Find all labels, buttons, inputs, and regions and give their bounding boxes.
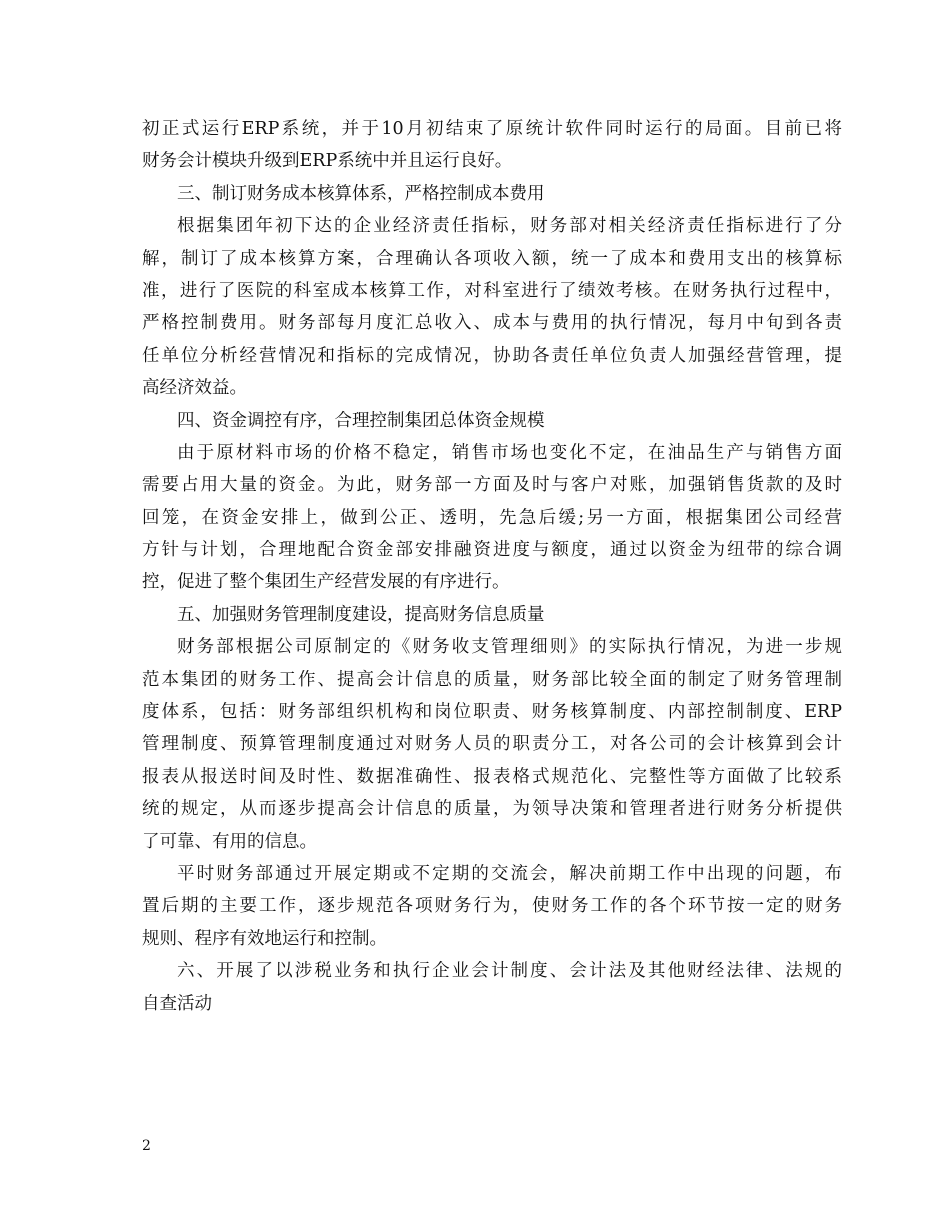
text-line: 自查活动 bbox=[142, 993, 212, 1014]
text-line: 管理制度、预算管理制度通过对财务人员的职责分工，对各公司的会计核算到会计 bbox=[142, 734, 842, 755]
text-line: 根据集团年初下达的企业经济责任指标，财务部对相关经济责任指标进行了分 bbox=[177, 216, 842, 237]
text-line: 六、开展了以涉税业务和执行企业会计制度、会计法及其他财经法律、法规的 bbox=[177, 961, 842, 982]
text-line: 高经济效益。 bbox=[142, 378, 247, 399]
text-line: 度体系，包括：财务部组织机构和岗位职责、财务核算制度、内部控制制度、ERP bbox=[142, 702, 842, 723]
text-line: 财务会计模块升级到ERP系统中并且运行良好。 bbox=[142, 151, 513, 172]
text-line: 由于原材料市场的价格不稳定，销售市场也变化不定，在油品生产与销售方面 bbox=[177, 442, 842, 463]
text-line: 方针与计划，合理地配合资金部安排融资进度与额度，通过以资金为纽带的综合调 bbox=[142, 540, 842, 561]
text-line: 统的规定，从而逐步提高会计信息的质量，为领导决策和管理者进行财务分析提供 bbox=[142, 799, 842, 820]
text-line: 解，制订了成本核算方案，合理确认各项收入额，统一了成本和费用支出的核算标 bbox=[142, 248, 842, 269]
text-line: 任单位分析经营情况和指标的完成情况，协助各责任单位负责人加强经营管理，提 bbox=[142, 345, 842, 366]
text-line: 准，进行了医院的科室成本核算工作，对科室进行了绩效考核。在财务执行过程中， bbox=[142, 280, 842, 301]
text-line: 需要占用大量的资金。为此，财务部一方面及时与客户对账，加强销售货款的及时 bbox=[142, 475, 842, 496]
text-line: 范本集团的财务工作、提高会计信息的质量，财务部比较全面的制定了财务管理制 bbox=[142, 669, 842, 690]
text-line: 四、资金调控有序，合理控制集团总体资金规模 bbox=[177, 410, 545, 431]
text-line: 置后期的主要工作，逐步规范各项财务行为，使财务工作的各个环节按一定的财务 bbox=[142, 896, 842, 917]
text-line: 控，促进了整个集团生产经营发展的有序进行。 bbox=[142, 572, 510, 593]
text-line: 平时财务部通过开展定期或不定期的交流会，解决前期工作中出现的问题，布 bbox=[177, 863, 842, 884]
text-line: 三、制订财务成本核算体系，严格控制成本费用 bbox=[177, 183, 545, 204]
text-line: 五、加强财务管理制度建设，提高财务信息质量 bbox=[177, 604, 545, 625]
page-number: 2 bbox=[142, 1138, 151, 1154]
text-line: 了可靠、有用的信息。 bbox=[142, 831, 317, 852]
document-body bbox=[142, 113, 842, 1020]
text-line: 报表从报送时间及时性、数据准确性、报表格式规范化、完整性等方面做了比较系 bbox=[142, 766, 842, 787]
text-line: 严格控制费用。财务部每月度汇总收入、成本与费用的执行情况，每月中旬到各责 bbox=[142, 313, 842, 334]
text-line: 初正式运行ERP系统，并于10月初结束了原统计软件同时运行的局面。目前已将 bbox=[142, 119, 842, 139]
text-line: 规则、程序有效地运行和控制。 bbox=[142, 928, 387, 949]
text-line: 回笼，在资金安排上，做到公正、透明，先急后缓;另一方面，根据集团公司经营 bbox=[142, 507, 842, 528]
text-line: 财务部根据公司原制定的《财务收支管理细则》的实际执行情况，为进一步规 bbox=[177, 637, 842, 658]
